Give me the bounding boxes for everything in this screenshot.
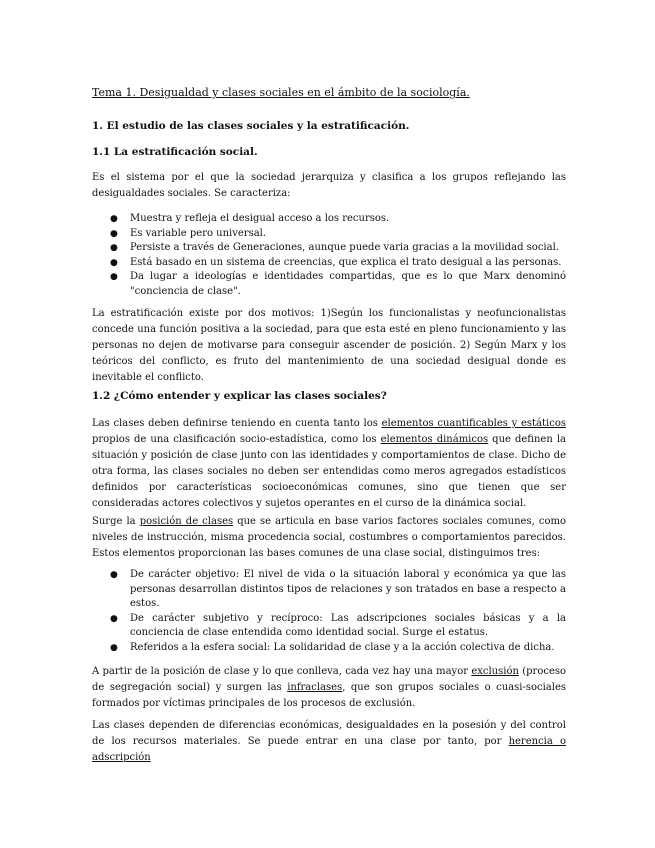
list-item: ● Está basado en un sistema de creencias, que explica el trato desigual a las personas. — [92, 256, 566, 271]
paragraph-stratification — [92, 170, 566, 202]
list-item: ● Muestra y refleja el desigual acceso a los recursos. — [92, 212, 566, 227]
list-item: ● Da lugar a ideologías e identidades compartidas, que es lo que Marx denominó "conciencia de clase". — [110, 271, 566, 297]
paragraph-motives — [92, 306, 566, 386]
list-item: ● Es variable pero universal. — [92, 227, 566, 242]
paragraph-economic-differences: Las clases dependen de diferencias económicas, desigualdades en la posesión y del control de los recursos materiales. Se puede entrar en una clase por tanto, por herencia o adscripción — [92, 720, 566, 763]
list-item: ● De carácter objetivo: El nivel de vida o la situación laboral y económica ya que las personas desarrollan distintos tipos de relaciones y son tratados en base a respecto a estos. — [110, 569, 566, 609]
underlined-term: posición de clases — [139, 516, 234, 527]
underlined-term: herencia o adscripción — [92, 736, 566, 763]
bullet-icon: ● — [110, 257, 118, 268]
list-item: ● De carácter subjetivo y recíproco: Las adscripciones sociales básicas y a la conciencia de clase entendida como identidad social. Surge el estatus. — [110, 612, 566, 638]
subsection-heading-1-1: 1.1 La estratificación social. — [92, 146, 258, 158]
underlined-term: elementos dinámicos — [380, 434, 489, 445]
underlined-term: infraclases — [287, 682, 343, 693]
bullet-list-elements — [92, 568, 566, 655]
underlined-term: elementos cuantificables y estáticos — [381, 418, 566, 429]
list-item: ● Persiste a través de Generaciones, aunque puede varia gracias a la movilidad social. — [92, 241, 566, 256]
bullet-icon: ● — [110, 272, 118, 282]
paragraph-exclusion: A partir de la posición de clase y lo que conlleva, cada vez hay una mayor exclusión (proceso de segregación social) y surgen las infraclases, que son grupos sociales o cuasi-sociales formados por víctimas principales de los procesos de exclusión. — [92, 666, 567, 709]
list-item: ● Referidos a la esfera social: La solidaridad de clase y a la acción colectiva de dicha. — [92, 641, 566, 656]
paragraph-text: Es el sistema por el que la sociedad jerarquiza y clasifica a los grupos reflejando las desigualdades sociales. Se caracteriza: — [92, 172, 566, 199]
bullet-icon: ● — [110, 570, 118, 580]
paragraph-classes-definition: Las clases deben definirse teniendo en cuenta tanto los elementos cuantificables y estáticos propios de una clasificación socio-estadística, como los elementos dinámicos que definen la situación y posición de clase junto con las identidades y comportamientos de clase. Dicho de otra forma, las clases sociales no deben ser entendidas como meros agregados estadísticos definidos por características socioeconómicas comunes, sino que tienen que ser consideradas actores colectivos y sujetos operantes en el curso de la dinámica social. — [92, 418, 566, 509]
bullet-list-characteristics — [92, 212, 566, 299]
document-title: Tema 1. Desigualdad y clases sociales en el ámbito de la sociología. — [92, 86, 470, 99]
bullet-icon: ● — [110, 214, 118, 224]
section-heading-1: 1. El estudio de las clases sociales y la estratificación. — [92, 120, 410, 132]
paragraph-text: La estratificación existe por dos motivos: 1)Según los funcionalistas y neofuncionalistas concede una función positiva a la sociedad, para que esta esté en pleno funcionamiento y las personas no dejen de motivarse para conseguir ascender de posición. 2) Según Marx y los teóricos del conflicto, es fruto del mantenimiento de una sociedad desigual donde es inevitable el conflicto. — [92, 308, 566, 383]
bullet-icon: ● — [110, 642, 118, 653]
bullet-icon: ● — [110, 613, 118, 624]
bullet-icon: ● — [110, 228, 118, 239]
bullet-icon: ● — [110, 243, 118, 253]
subsection-heading-1-2: 1.2 ¿Cómo entender y explicar las clases sociales? — [92, 390, 387, 402]
underlined-term: exclusión — [471, 666, 519, 677]
paragraph-class-position: Surge la posición de clases que se articula en base varios factores sociales comunes, como niveles de instrucción, misma procedencia social, costumbres o comportamientos parecidos. Estos elementos proporcionan las bases comunes de una clase social, distinguimos tres: — [92, 516, 566, 559]
